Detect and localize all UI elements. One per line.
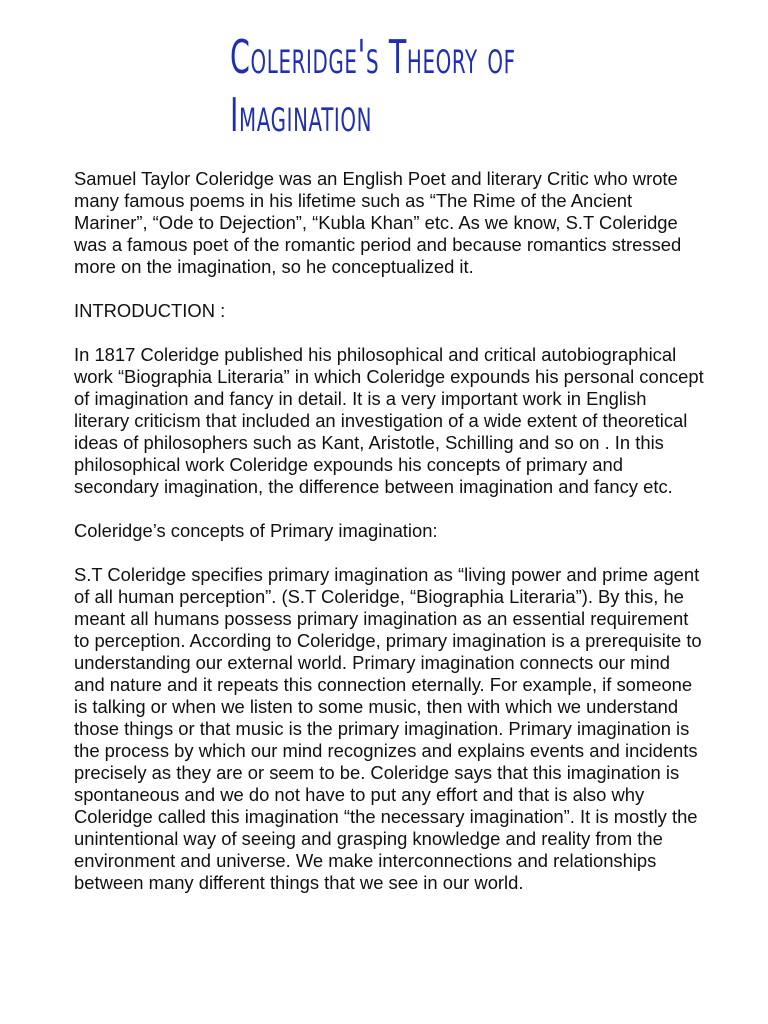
section-heading-primary-imagination: Coleridge’s concepts of Primary imagination:	[74, 520, 438, 541]
section-heading-introduction: INTRODUCTION :	[74, 300, 226, 321]
intro-paragraph: Samuel Taylor Coleridge was an English Poet and literary Critic who wrote many famous poems in his lifetime such as “The Rime of the Ancient Mariner”, “Ode to Dejection”, “Kubla Khan” etc. As we know, S.T Coleridge was a famous poet of the romantic period and because romantics stressed more on the imagination, so he conceptualized it.	[74, 168, 682, 277]
introduction-paragraph: In 1817 Coleridge published his philosophical and critical autobiographical work “Biographia Literaria” in which Coleridge expounds his personal concept of imagination and fancy in detail. It is a very important work in English literary criticism that included an investigation of a wide extent of theoretical ideas of philosophers such as Kant, Aristotle, Schilling and so on . In this philosophical work Coleridge expounds his concepts of primary and secondary imagination, the difference between imagination and fancy etc.	[74, 344, 704, 497]
document-body	[74, 168, 704, 916]
primary-imagination-paragraph: S.T Coleridge specifies primary imagination as “living power and prime agent of all human perception”. (S.T Coleridge, “Biographia Literaria”). By this, he meant all humans possess primary imagination as an essential requirement to perception. According to Coleridge, primary imagination is a prerequisite to understanding our external world. Primary imagination connects our mind and nature and it repeats this connection eternally. For example, if someone is talking or when we listen to some music, then with which we understand those things or that music is the primary imagination. Primary imagination is the process by which our mind recognizes and explains events and incidents precisely as they are or seem to be. Coleridge says that this imagination is spontaneous and we do not have to put any effort and that is also why Coleridge called this imagination “the necessary imagination”. It is mostly the unintentional way of seeing and grasping knowledge and reality from the environment and universe. We make interconnections and relationships between many different things that we see in our world.	[74, 564, 702, 893]
page-title	[230, 28, 552, 144]
title-line-1: Coleridge's Theory of	[230, 30, 516, 84]
title-line-2: Imagination	[230, 88, 373, 142]
